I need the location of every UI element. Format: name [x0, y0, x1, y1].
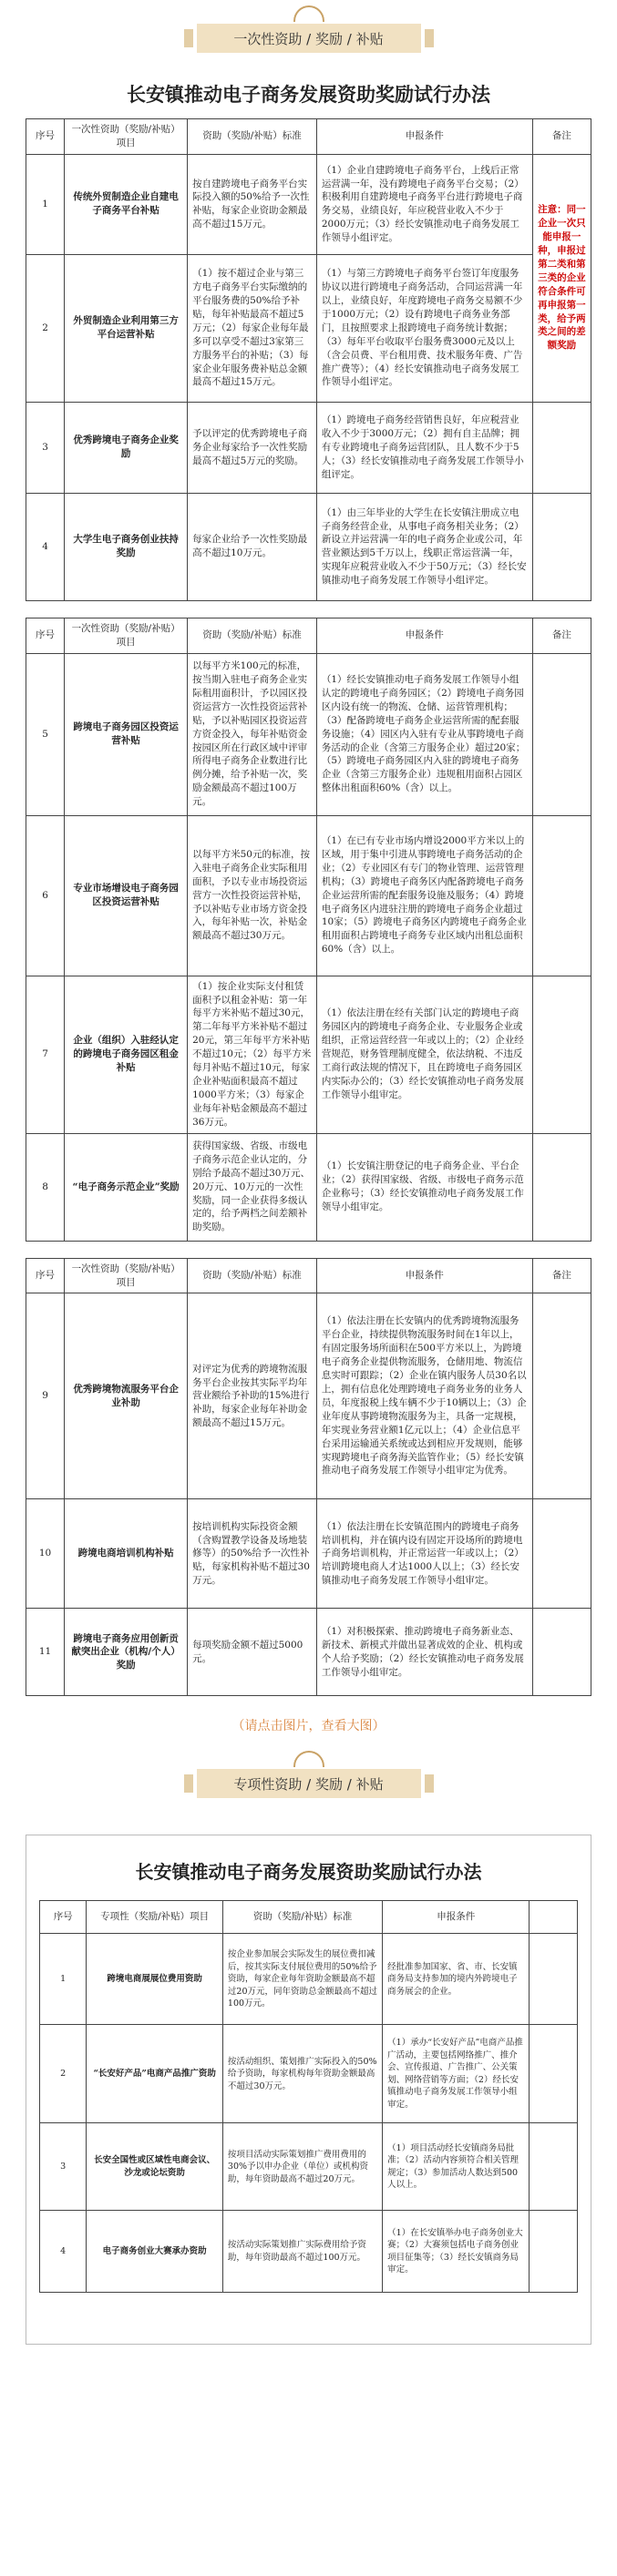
header-standard: 资助（奖励/补贴）标准: [188, 119, 317, 155]
row-project: “电子商务示范企业”奖励: [65, 1133, 188, 1241]
row-condition: （1）长安镇注册登记的电子商务企业、平台企业；（2）获得国家级、省级、市级电子商务示范企业称号；（3）经长安镇推动电子商务发展工作领导小组审定。: [316, 1133, 532, 1241]
row-no: 6: [26, 815, 65, 976]
row-no: 8: [26, 1133, 65, 1241]
row-project: 优秀跨境物流服务平台企业补助: [65, 1293, 188, 1499]
header-standard: 资助（奖励/补贴）标准: [188, 1258, 317, 1293]
table-row: [26, 254, 591, 402]
row-project: 企业（组织）入驻经认定的跨境电子商务园区租金补贴: [65, 976, 188, 1133]
row-remark: [530, 2211, 578, 2293]
document-title: 长安镇推动电子商务发展资助奖励试行办法: [135, 1861, 482, 1884]
header-project: 一次性资助（奖励/补贴）项目: [65, 618, 188, 653]
row-no: 9: [26, 1293, 65, 1499]
row-condition: （1）对积极探索、推动跨境电子商务新业态、新技术、新模式并做出显著成效的企业、机构或个人给予奖励；（2）经长安镇推动电子商务发展工作领导小组审定。: [316, 1609, 532, 1696]
row-condition: （1）项目活动经长安镇商务局批准；（2）活动内容须符合相关管理规定；（3）参加活动人数达到500人以上。: [383, 2123, 530, 2211]
row-condition: （1）依法注册在长安镇内的优秀跨境物流服务平台企业，持续提供物流服务时间在1年以上，有固定服务场所面积在500平方米以上，为跨境电子商务企业提供物流服务，仓储用地、物流信息实时可跟踪；（2）企业在镇内服务人员30名以上，拥有信息化处理跨境电子商务业务的业务人员，年度报税上线车辆不少于10辆以上；（3）企业年度从事跨境物流服务为主，具备一定规模，年实现业务营业额1亿元以上；（4）企业信息平台采用运输通关系统或达到相应开发规则，能够实现跨境电子商务海关监管作业；（5）经长安镇推动电子商务发展工作领导小组审定为优秀。: [316, 1293, 532, 1499]
row-project: 大学生电子商务创业扶持奖励: [65, 493, 188, 600]
banner-one-time: [0, 0, 617, 67]
policy-sheet-4[interactable]: [26, 1835, 591, 2345]
row-standard: 获得国家级、省级、市级电子商务示范企业认定的，分别给予最高不超过30万元、20万元、10万元的一次性奖励，同一企业获得多级认定的，给予两档之间差额补助奖励。: [188, 1133, 317, 1241]
row-standard: 按活动实际策划推广实际费用给予资助，每年资助最高不超过100万元。: [222, 2211, 382, 2293]
row-condition: （1）依法注册在经有关部门认定的跨境电子商务园区内的跨境电子商务企业、专业服务企业或组织，正常运营经营一年或以上的；（2）企业经营规范，财务管理制度健全，依法纳税、不违反工商行政法规的情况下，且在跨境电子商务园区内实际办公的；（3）经长安镇推动电子商务发展工作领导小组审定。: [316, 976, 532, 1133]
row-remark: [532, 493, 591, 600]
row-standard: 予以评定的优秀跨境电子商务企业每家给予一次性奖励最高不超过5万元的奖励。: [188, 402, 317, 493]
table-row: [26, 154, 591, 254]
row-no: 3: [40, 2123, 87, 2211]
row-standard: （1）按企业实际支付租赁面积予以租金补贴：第一年每平方米补贴不超过30元，第二年每平方米补贴不超过20元，第三年每平方米补贴不超过10元；（2）每平方米每月补贴不超过10元，每家企业补贴面积最高不超过1000平方米；（3）每家企业每年补贴金额最高不超过36万元。: [188, 976, 317, 1133]
row-project: 优秀跨境电子商务企业奖励: [65, 402, 188, 493]
row-condition: （1）在已有专业市场内增设2000平方米以上的区域，用于集中引进从事跨境电子商务活动的企业；（2）专业园区有专门的物业管理、运营管理机构；（3）跨境电子商务区内配备跨境电子商务企业运营所需的配套服务设施及服务；（4）跨境电子商务区内进驻注册的跨境电子商务企业超过10家；（5）跨境电子商务区内跨境电子商务企业租用面积占跨境电子商务专业区域内出租总面积60%（含）以上。: [316, 815, 532, 976]
policy-sheet-1[interactable]: [26, 67, 591, 601]
row-no: 11: [26, 1609, 65, 1696]
policy-sheet-2[interactable]: [26, 618, 591, 1242]
header-remark: 备注: [532, 618, 591, 653]
row-remark: [532, 1499, 591, 1609]
banner-special: [0, 1754, 617, 1835]
row-project: 传统外贸制造企业自建电子商务平台补贴: [65, 154, 188, 254]
row-project: 长安全国性或区域性电商会议、沙龙或论坛资助: [87, 2123, 223, 2211]
row-standard: 以每平方米100元的标准，按当期入驻电子商务企业实际租用面积计，予以园区投资运营方一次性投资运营补贴，予以补贴园区投资运营方资金投入，每年补贴资金按园区所在行政区域中评审所得电子商务企业数进行比例分摊，给予补贴一次，奖励金额最高不超过100万元。: [188, 653, 317, 815]
header-project: 专项性（奖励/补贴）项目: [87, 1901, 223, 1934]
row-no: 1: [26, 154, 65, 254]
header-remark: [530, 1901, 578, 1934]
row-standard: （1）按不超过企业与第三方电子商务平台实际缴纳的平台服务费的50%给予补贴，每年补贴最高不超过5万元；（2）每家企业每年最多可以享受不超过3家第三方服务平台的补贴；（3）每家企业年服务费补贴总金额最高不超过15万元。: [188, 254, 317, 402]
row-condition: （1）在长安镇举办电子商务创业大赛；（2）大赛须包括电子商务创业项目征集等；（3）经长安镇商务局审定。: [383, 2211, 530, 2293]
policy-sheet-3[interactable]: [26, 1258, 591, 1697]
header-standard: 资助（奖励/补贴）标准: [188, 618, 317, 653]
row-standard: 按项目活动实际策划推广费用费用的30%予以申办企业（单位）或机构资助，每年资助最高不超过20万元。: [222, 2123, 382, 2211]
row-standard: 按自建跨境电子商务平台实际投入额的50%给予一次性补贴，每家企业资助金额最高不超过15万元。: [188, 154, 317, 254]
row-condition: （1）企业自建跨境电子商务平台，上线后正常运营满一年，没有跨境电子商务平台交易；（2）积极利用自建跨境电子商务平台进行跨境电子商务交易，业绩良好，年应税营业收入不少于2000万元；（3）经长安镇推动电子商务发展工作领导小组评定。: [316, 154, 532, 254]
row-standard: 按企业参加展会实际发生的展位费扣减后，按其实际支付展位费用的50%给予资助，每家企业每年资助金额最高不超过20万元，同年资助总金额最高不超过100万元。: [222, 1934, 382, 2025]
row-no: 2: [40, 2025, 87, 2123]
header-condition: 申报条件: [316, 618, 532, 653]
subsidy-table-2: [26, 618, 591, 1242]
row-standard: 每项奖励金额不超过5000元。: [188, 1609, 317, 1696]
row-condition: （1）与第三方跨境电子商务平台签订年度服务协议以进行跨境电子商务活动，合同运营满一年以上，业绩良好，年度跨境电子商务交易额不少于1000万元；（2）设有跨境电子商务业务部门，且按照要求上报跨境电子商务统计数据；（3）每年平台收取平台服务费3000元及以上（含会员费、平台租用费、技术服务年费、广告推广费等）；（4）经长安镇推动电子商务发展工作领导小组评定。: [316, 254, 532, 402]
header-remark: 备注: [532, 119, 591, 155]
header-project: 一次性资助（奖励/补贴）项目: [65, 1258, 188, 1293]
row-remark: 注意：同一企业一次只能申报一种，申报过第二类和第三类的企业符合条件可再申报第一类，给予两类之间的差额奖励: [532, 154, 591, 402]
row-project: 专业市场增设电子商务园区投资运营补贴: [65, 815, 188, 976]
table-row: [40, 2025, 578, 2123]
row-no: 4: [26, 493, 65, 600]
row-remark: [532, 815, 591, 976]
row-remark: [532, 976, 591, 1133]
row-no: 1: [40, 1934, 87, 2025]
header-condition: 申报条件: [383, 1901, 530, 1934]
row-no: 2: [26, 254, 65, 402]
row-condition: （1）跨境电子商务经营销售良好，年应税营业收入不少于3000万元；（2）拥有自主品牌；拥有专业跨境电子商务运营团队，且人数不少于5人；（3）经长安镇推动电子商务发展工作领导小组评定。: [316, 402, 532, 493]
header-no: 序号: [26, 119, 65, 155]
table-row: [26, 493, 591, 600]
row-condition: （1）承办“长安好产品”电商产品推广活动，主要包括网络推广、推介会、宣传报道、广告推广、公关策划、网络营销等方面；（2）经长安镇推动电子商务发展工作领导小组审定。: [383, 2025, 530, 2123]
banner-plate: [197, 24, 421, 53]
row-condition: （1）依法注册在长安镇范围内的跨境电子商务培训机构，并在镇内设有固定开设场所的跨境电子商务培训机构，并正常运营一年或以上；（2）培训跨境电商人才达1000人以上；（3）经长安镇推动电子商务发展工作领导小组审定。: [316, 1499, 532, 1609]
row-project: “长安好产品”电商产品推广资助: [87, 2025, 223, 2123]
row-no: 5: [26, 653, 65, 815]
header-project: 一次性资助（奖励/补贴）项目: [65, 119, 188, 155]
row-project: 跨境电商展展位费用资助: [87, 1934, 223, 2025]
header-remark: 备注: [532, 1258, 591, 1293]
row-project: 跨境电子商务园区投资运营补贴: [65, 653, 188, 815]
row-condition: （1）经长安镇推动电子商务发展工作领导小组认定的跨境电子商务园区；（2）跨境电子商务园区内设有统一的物流、仓储、运营管理机构；（3）配备跨境电子商务企业运营所需的配套服务设施；（4）园区内入驻有专业从事跨境电子商务活动的企业（含第三方服务企业）超过20家；（5）跨境电子商务园区内入驻的跨境电子商务企业（含第三方服务企业）违规租用面积占园区整体出租面积60%（含）以上。: [316, 653, 532, 815]
header-condition: 申报条件: [316, 1258, 532, 1293]
row-project: 跨境电子商务应用创新贡献突出企业（机构/个人）奖励: [65, 1609, 188, 1696]
row-condition: 经批准参加国家、省、市、长安镇商务局支持参加的境内外跨境电子商务展会的企业。: [383, 1934, 530, 2025]
row-no: 3: [26, 402, 65, 493]
table-row: [26, 1499, 591, 1609]
row-project: 电子商务创业大赛承办资助: [87, 2211, 223, 2293]
banner-ornament-icon: [293, 5, 324, 22]
header-no: 序号: [26, 618, 65, 653]
row-remark: [532, 1609, 591, 1696]
row-project: 跨境电商培训机构补贴: [65, 1499, 188, 1609]
row-remark: [532, 1133, 591, 1241]
table-row: [26, 976, 591, 1133]
table-row: [26, 815, 591, 976]
table-row: [26, 1293, 591, 1499]
subsidy-table-1: [26, 118, 591, 601]
table-row: [26, 1133, 591, 1241]
row-remark: [532, 402, 591, 493]
table-row: [40, 2123, 578, 2211]
header-no: 序号: [40, 1901, 87, 1934]
row-project: 外贸制造企业利用第三方平台运营补贴: [65, 254, 188, 402]
banner-title: 一次性资助 / 奖励 / 补贴: [233, 30, 384, 47]
row-standard: 对评定为优秀的跨境物流服务平台企业按其实际平均年营业额给予补助的15%进行补助，每家企业每年补助金额最高不超过15万元。: [188, 1293, 317, 1499]
row-no: 10: [26, 1499, 65, 1609]
table-row: [26, 653, 591, 815]
row-condition: （1）由三年毕业的大学生在长安镇注册成立电子商务经营企业，从事电子商务相关业务；（2）新设立并运营满一年的电子商务企业或公司，年营业额达到5千万以上，线职正常运营满一年，实现年应税营业收入不少于50万元；（3）经长安镇推动电子商务发展工作领导小组评定。: [316, 493, 532, 600]
row-remark: [532, 1293, 591, 1499]
row-no: 7: [26, 976, 65, 1133]
subsidy-table-3: [26, 1258, 591, 1697]
banner-plate: [197, 1769, 421, 1798]
table-row: [26, 1609, 591, 1696]
row-standard: 以每平方米50元的标准，按入驻电子商务企业实际租用面积，予以专业市场投资运营方一次性投资运营补贴，予以补贴专业市场方资金投入，每年补贴一次，补贴金额最高不超过30万元。: [188, 815, 317, 976]
row-remark: [530, 1934, 578, 2025]
header-standard: 资助（奖励/补贴）标准: [222, 1901, 382, 1934]
table-row: [26, 402, 591, 493]
header-condition: 申报条件: [316, 119, 532, 155]
row-remark: [532, 653, 591, 815]
row-standard: 每家企业给予一次性奖励最高不超过10万元。: [188, 493, 317, 600]
header-no: 序号: [26, 1258, 65, 1293]
subsidy-table-4: [39, 1900, 578, 2293]
view-large-image-link[interactable]: （请点击图片，查看大图）: [231, 1719, 386, 1734]
row-remark: [530, 2025, 578, 2123]
row-standard: 按培训机构实际投资金额（含购置教学设备及场地装修等）的50%给予一次性补贴，每家机构补贴不超过30万元。: [188, 1499, 317, 1609]
row-standard: 按活动组织、策划推广实际投入的50%给予资助，每家机构每年资助金额最高不超过30万元。: [222, 2025, 382, 2123]
banner-title: 专项性资助 / 奖励 / 补贴: [233, 1775, 384, 1793]
row-no: 4: [40, 2211, 87, 2293]
row-remark: [530, 2123, 578, 2211]
table-row: [40, 2211, 578, 2293]
table-row: [40, 1934, 578, 2025]
document-title: 长安镇推动电子商务发展资助奖励试行办法: [127, 83, 490, 106]
